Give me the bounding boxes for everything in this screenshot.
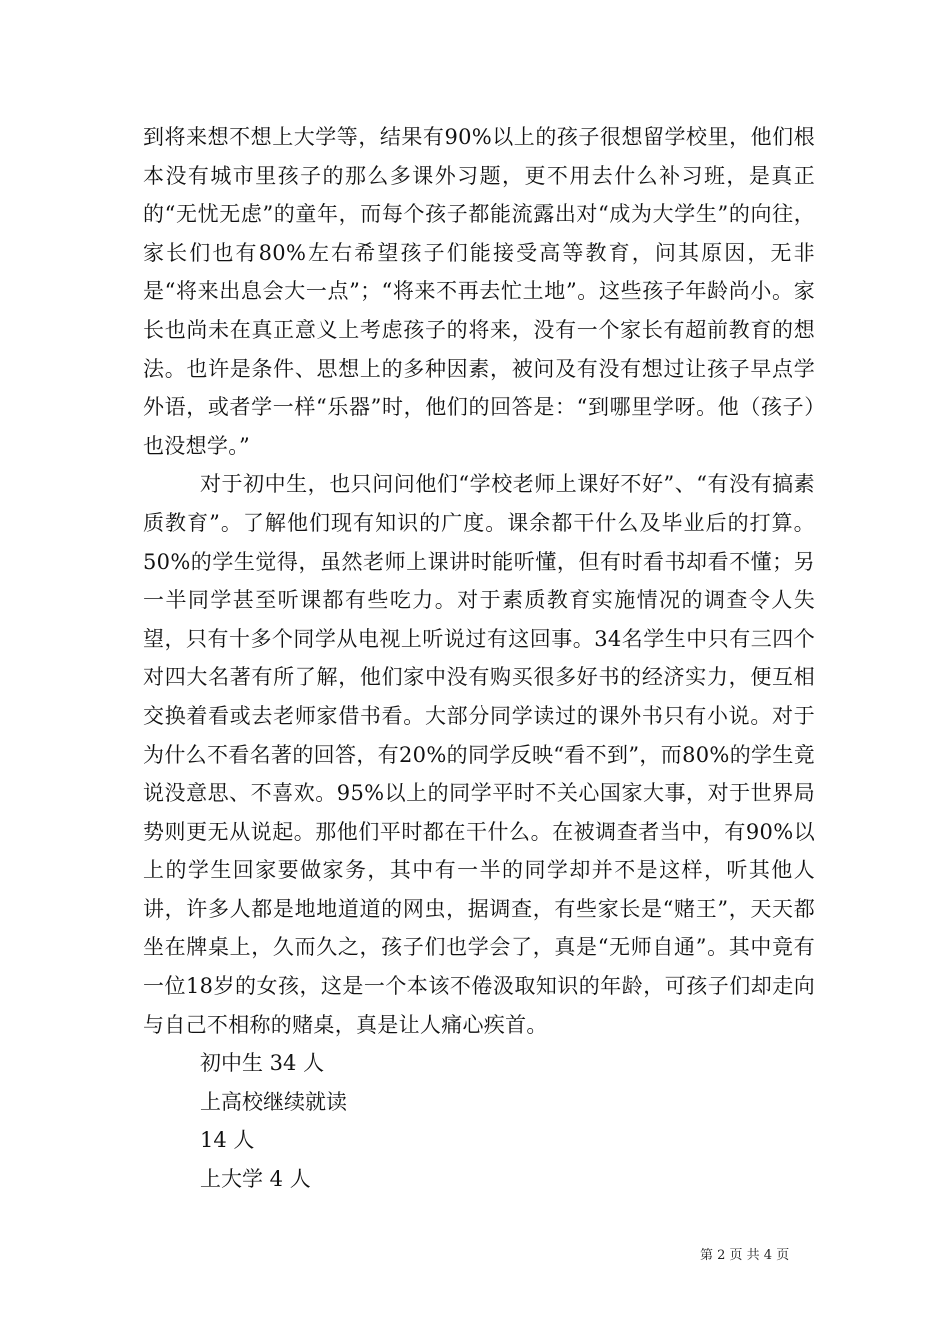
stat-line-count-14: 14 人 (200, 1128, 255, 1153)
stat-line-university: 上大学 4 人 (200, 1167, 311, 1192)
stat-line-junior-high-count: 初中生 34 人 (200, 1051, 325, 1076)
document-body (143, 118, 815, 1199)
paragraph-junior-high: 对于初中生，也只问问他们“学校老师上课好不好”、“有没有搞素质教育”。了解他们现有知识的广度。课余都干什么及毕业后的打算。50%的学生觉得，虽然老师上课讲时能听懂，但有时看书却看不懂；另一半同学甚至听课都有些吃力。对于素质教育实施情况的调查令人失望，只有十多个同学从电视上听说过有这回事。34名学生中只有三四个对四大名著有所了解，他们家中没有购买很多好书的经济实力，便互相交换着看或去老师家借书看。大部分同学读过的课外书只有小说。对于为什么不看名著的回答，有20%的同学反映“看不到”，而80%的学生竟说没意思、不喜欢。95%以上的同学平时不关心国家大事，对于世界局势则更无从说起。那他们平时都在干什么。在被调查者当中，有90%以上的学生回家要做家务，其中有一半的同学却并不是这样，听其他人讲，许多人都是地地道道的网虫，据调查，有些家长是“赌王”，天天都坐在牌桌上，久而久之，孩子们也学会了，真是“无师自通”。其中竟有一位18岁的女孩，这是一个本该不倦汲取知识的年龄，可孩子们却走向与自己不相称的赌桌，真是让人痛心疾首。 (143, 472, 815, 1037)
page-number-footer: 第 2 页 共 4 页 (700, 1248, 790, 1263)
paragraph-continued: 到将来想不想上大学等，结果有90%以上的孩子很想留学校里，他们根本没有城市里孩子的那么多课外习题，更不用去什么补习班，是真正的“无忧无虑”的童年，而每个孩子都能流露出对“成为大学生”的向往，家长们也有80%左右希望孩子们能接受高等教育，问其原因，无非是“将来出息会大一点”；“将来不再去忙土地”。这些孩子年龄尚小。家长也尚未在真正意义上考虑孩子的将来，没有一个家长有超前教育的想法。也许是条件、思想上的多种因素，被问及有没有想过让孩子早点学外语，或者学一样“乐器”时，他们的回答是：“到哪里学呀。他（孩子）也没想学。” (143, 125, 815, 458)
stat-line-continue-study: 上高校继续就读 (200, 1089, 347, 1114)
